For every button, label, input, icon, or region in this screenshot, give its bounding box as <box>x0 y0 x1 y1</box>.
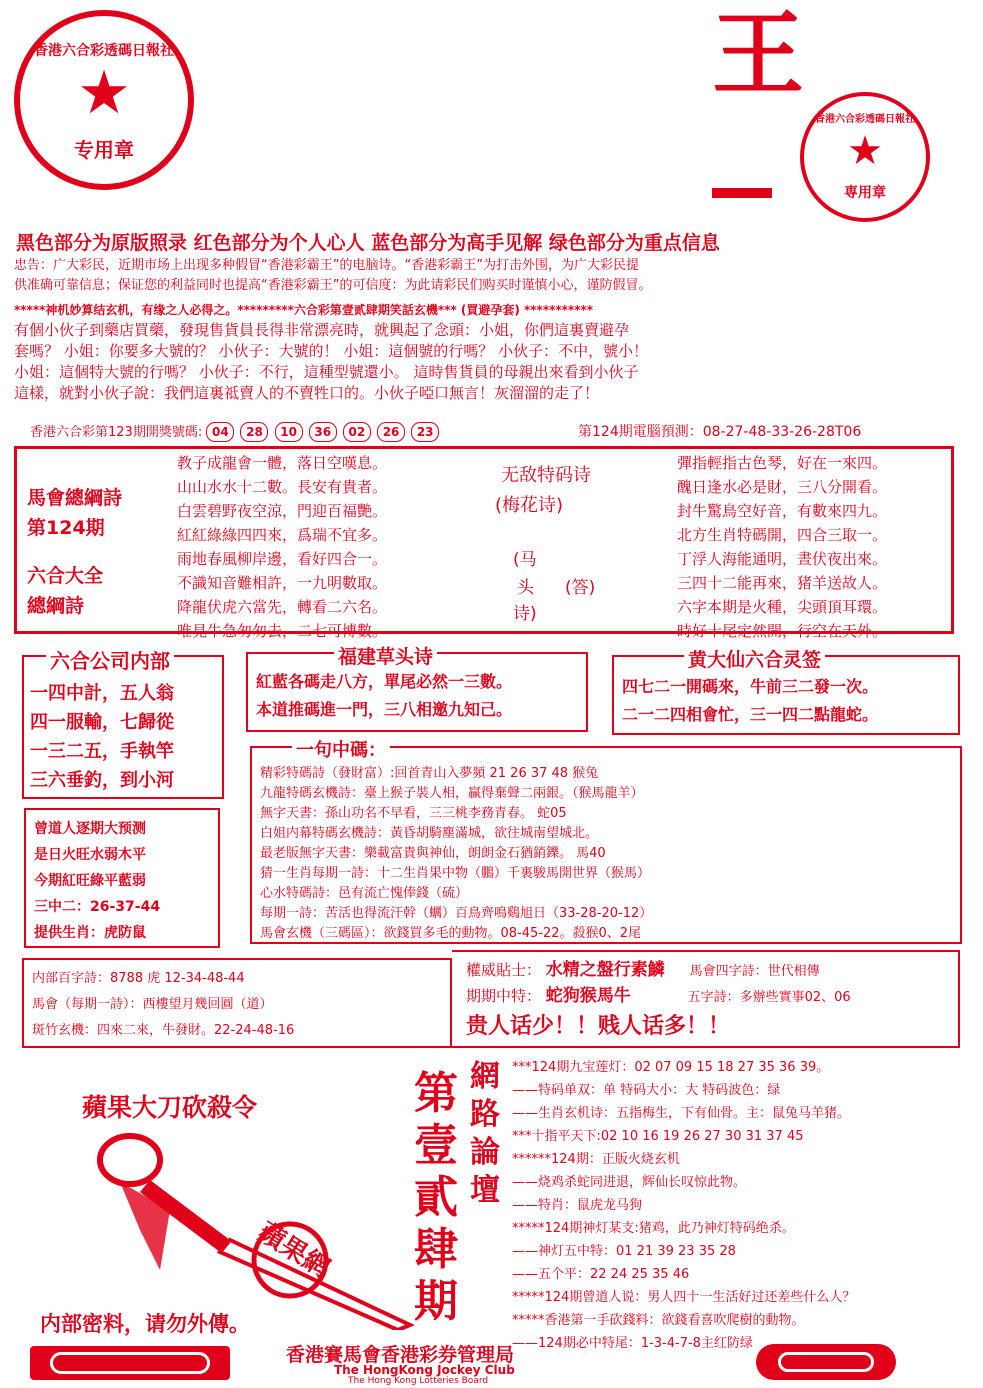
poem-mid-title: 无敌特码诗 <box>501 465 591 486</box>
poem-mid-answer: (答) <box>565 578 596 598</box>
poem-line: 降龍伏虎六當先，轉看二六名。 <box>177 598 388 616</box>
poem-mid-sub: (梅花诗) <box>495 495 564 516</box>
title-fragment: 王 <box>712 1 805 108</box>
authority-row-1 <box>466 958 820 984</box>
poem-left-title: 第124期 <box>27 517 105 539</box>
poem-line: 北方生肖特碼開，四合三取一。 <box>677 526 888 544</box>
yiju-box <box>250 740 962 944</box>
inner-lines <box>32 966 294 1044</box>
joke-line: 套嗎？ 小姐：你要多大號的？ 小伙子：大號的！ 小姐：這個號的行嗎？ 小伙子：不中，號小！ <box>14 342 649 360</box>
stamp-right-ring: 香港六合彩透碼日報社 <box>815 114 915 125</box>
yiju-line: 每期一詩：苦活也得流汗幹（蠣）百鳥齊鳴鷄旭日（33-28-20-12） <box>260 906 653 921</box>
company-line: 四一服輸，七歸從 <box>30 712 174 733</box>
joke-line: 有個小伙子到藥店買藥，發現售貨員長得非常漂亮時，就興起了念頭：小姐，你們這裏賣避孕 <box>14 321 630 339</box>
draw-ball: 28 <box>240 422 268 442</box>
fujian-lines <box>256 668 512 724</box>
company-line: 一四中計，五人翁 <box>30 683 174 704</box>
fujian-line: 紅藍各碼走八方，單尾必然一三數。 <box>256 672 513 691</box>
company-title: 六合公司内部 <box>46 645 174 674</box>
forum-line: ——神灯五中特：01 21 39 23 35 28 <box>512 1244 736 1259</box>
authority-side: 五字詩：多辦些實事02、06 <box>687 990 851 1005</box>
forum-line: ——五个平：22 24 25 35 46 <box>512 1267 690 1282</box>
daoren-line: 提供生肖：虎防鼠 <box>34 925 146 941</box>
footer-left-emblem <box>30 1346 230 1380</box>
fujian-box <box>246 646 588 732</box>
poem-line: 六字本期是火種，尖頭頂耳環。 <box>677 598 888 616</box>
star-icon: ★ <box>847 128 883 174</box>
draw-forecast: 第124期電腦預測：08-27-48-33-26-28T06 <box>578 424 862 440</box>
poem-line: 時好十尾定然開，行空在天外。 <box>677 622 888 640</box>
daoren-line: 三中二：26-37-44 <box>34 899 161 915</box>
forum-line: *****124期神灯某支:猪鸡，此乃神灯特码绝杀。 <box>512 1221 795 1236</box>
joke-section <box>14 300 648 404</box>
notice <box>14 256 651 296</box>
footer-org-en: The Hong Kong Lotteries Board <box>348 1376 489 1386</box>
stamp-right-center: 専用章 <box>844 185 886 201</box>
poem-line: 教子成龍會一體，落日空嘆息。 <box>177 454 388 472</box>
draw-ball: 23 <box>411 422 439 442</box>
yiju-line: 猜一生肖每期一詩：十二生肖果中物（鵬）千裏駿馬開世界（猴馬） <box>260 866 651 881</box>
authority-row-2 <box>466 984 851 1010</box>
poem-line: 三四十二能再來，猪羊送故人。 <box>677 574 888 592</box>
draw-row <box>30 422 441 443</box>
yiju-line: 精彩特碼詩（發財富）:回首青山入夢頻 21 26 37 48 猴兔 <box>260 766 599 781</box>
stamp-left-ring: 香港六合彩透碼日報社 <box>34 43 174 59</box>
forum-line: ——烧鸡杀蛇同进退，辉仙长叹惊此物。 <box>512 1175 747 1190</box>
poem-line: 醜日逢水必是財，三八分開看。 <box>677 478 888 496</box>
forum-vertical-title: 網路論壇 <box>470 1059 500 1208</box>
daoren-lines <box>34 816 160 946</box>
poem-line: 封牛驚鳥空好音，有數來四九。 <box>677 502 888 520</box>
authority-label: 權威貼士： <box>466 961 542 979</box>
apple-blade-text: 蘋果網 <box>252 1217 335 1285</box>
inner-line: 内部百字詩：8788 虎 12-34-48-44 <box>32 971 245 986</box>
apple-secret: 内部密料，请勿外傳。 <box>40 1312 250 1336</box>
poem-mid-answer: 头 <box>517 578 534 598</box>
draw-label: 香港六合彩第123期開獎號碼: <box>30 425 203 440</box>
wong-box <box>612 649 960 735</box>
footer-org-cn: 香港賽馬會香港彩券管理局 <box>286 1344 515 1366</box>
title-bar-decoration <box>712 188 772 198</box>
notice-line: 忠告：广大彩民，近期市场上出现多种假冒“香港彩霸王”的电脑诗。“香港彩霸王”为打击外围，为广大彩民提 <box>14 258 639 273</box>
wong-lines <box>622 673 878 729</box>
poem-left-title: 六合大全 <box>27 565 104 587</box>
yiju-line: 馬會玄機（三碼區）：欲錢買多毛的動物。08-45-22。殺猴0、2尾 <box>260 926 642 941</box>
inner-box <box>22 958 452 1048</box>
yiju-line: 無字天書：孫山功名不早看，三三桃李務青春。 蛇05 <box>260 806 567 821</box>
sword-illustration <box>80 1120 440 1330</box>
daoren-line: 今期紅旺綠平藍弱 <box>34 873 146 889</box>
draw-ball: 04 <box>206 422 234 442</box>
draw-ball: 36 <box>309 422 337 442</box>
star-icon: ★ <box>77 58 131 128</box>
forum-line: *****124期曾道人说：男人四十一生活好过还差些什么人？ <box>512 1290 856 1305</box>
stamp-left <box>14 10 194 190</box>
wong-line: 四七二一開碼來，牛前三二發一次。 <box>622 677 879 696</box>
authority-label: 期期中特： <box>466 987 542 1005</box>
poem-line: 丁浮人海能通明，晝伏夜出來。 <box>677 550 888 568</box>
poem-left-title: 總綱詩 <box>27 595 85 617</box>
forum-lines <box>512 1056 855 1355</box>
authority-side: 馬會四字詩：世代相傳 <box>689 964 820 979</box>
daoren-box <box>24 808 220 948</box>
stamp-left-center: 专用章 <box>74 138 134 162</box>
forum-line: *****香港第一手砍錢料：欲錢看喜吹爬樹的動物。 <box>512 1313 805 1328</box>
joke-line: 小姐：這個特大號的行嗎？ 小伙子：不行，這種型號還小。 這時售貨員的母親出來看到小伙子 <box>14 363 639 381</box>
poem-line: 彈指輕指古色琴，好在一來四。 <box>677 454 888 472</box>
forum-line: ******124期：正版火烧玄机 <box>512 1152 680 1167</box>
forum-line: ——生肖玄机诗：五指梅生，下有仙骨。主：鼠兔马羊猪。 <box>512 1106 851 1121</box>
yiju-title: 一句中碼： <box>292 736 390 762</box>
cloud-pattern-icon <box>778 1352 874 1372</box>
yiju-line: 九龍特碼玄機詩：臺上猴子裝人相，贏得棄聲二兩銀。（猴馬龍羊） <box>260 786 644 801</box>
poem-line: 白雲碧野夜空涼，門迎百福艷。 <box>177 502 388 520</box>
yiju-lines <box>260 764 652 944</box>
draw-ball: 02 <box>343 422 371 442</box>
fujian-line: 本道推碼進一門，三八相邀九知己。 <box>256 700 513 719</box>
daoren-line: 是日火旺水弱木平 <box>34 847 146 863</box>
forum-vertical-title: 第壹貳肆期 <box>414 1068 458 1327</box>
poem-mid-answer: 诗) <box>513 604 537 624</box>
poem-left-title: 馬會總綱詩 <box>27 487 123 509</box>
cloud-pattern-icon <box>50 1352 210 1374</box>
apple-title: 蘋果大刀砍殺令 <box>82 1093 258 1122</box>
daoren-title: 曾道人逐期大预测 <box>34 821 146 837</box>
joke-title: *****神机妙算结玄机，有缘之人必得之。*********六合彩第壹贰肆期笑話玄機*** (買避孕套) *********** <box>14 303 594 317</box>
authority-box <box>452 950 960 1048</box>
company-lines <box>30 679 174 795</box>
joke-line: 這樣，就對小伙子說：我們這裏祗賣人的不賣牲口的。小伙子啞口無言！灰溜溜的走了！ <box>14 384 600 402</box>
forum-line: ——124期必中特尾：1-3-4-7-8主红防绿 <box>512 1336 753 1351</box>
authority-value: 水精之盤行素鱗 <box>545 960 665 980</box>
forum-line: ***124期九宝莲灯：02 07 09 15 18 27 35 36 39。 <box>512 1060 830 1075</box>
poem-line: 山山水水十二數。長安有貴者。 <box>177 478 388 496</box>
poem-line: 不識知音難相許，一九明數取。 <box>177 574 388 592</box>
fujian-title: 福建草头诗 <box>334 642 437 669</box>
poem-mid-answer: (马 <box>513 550 537 570</box>
inner-line: 馬會（每期一詩）：西樓望月幾回圓（道） <box>32 997 273 1012</box>
company-box <box>22 649 224 799</box>
yiju-line: 白姐内幕特碼玄機詩：黃昏胡騎塵滿城，欲往城南望城北。 <box>260 826 599 841</box>
yiju-line: 心水特碼詩：邑有流亡愧俸錢（硫） <box>260 886 469 901</box>
draw-ball: 10 <box>275 422 303 442</box>
footer-right-emblem <box>756 1344 896 1380</box>
company-line: 三六垂釣，到小河 <box>30 770 174 791</box>
company-line: 一三二五，手執竿 <box>30 741 174 762</box>
forum-line: ***十指平天下:02 10 16 19 26 27 30 31 37 45 <box>512 1129 804 1144</box>
forum-line: ——特码单双：单 特码大小：大 特码波色：绿 <box>512 1083 781 1098</box>
poem-column-b <box>677 451 887 643</box>
authority-value: 蛇狗猴馬牛 <box>545 986 631 1006</box>
authority-slogan: 贵人话少！！贱人话多！！ <box>466 1014 731 1039</box>
stamp-right <box>800 92 930 222</box>
wong-line: 二一二四相會忙，三一四二點龍蛇。 <box>622 705 879 724</box>
yiju-line: 最老版無字天書：樂載富貴與神仙，朗朗金石猶銷鑠。 馬40 <box>260 846 606 861</box>
footer-org-en: The HongKong Jockey Club <box>334 1363 515 1377</box>
poem-column-a <box>177 451 387 643</box>
poem-line: 唯見牛急匆匆去，二七可博數。 <box>177 622 388 640</box>
sword-ring <box>100 1136 160 1184</box>
poem-box <box>14 446 954 640</box>
legend-line: 黑色部分为原版照录 红色部分为个人心人 蓝色部分为高手见解 绿色部分为重点信息 <box>16 232 720 254</box>
forum-line: ——特肖：鼠虎龙马狗 <box>512 1198 643 1213</box>
poem-line: 紅紅綠綠四四來，爲瑞不宜多。 <box>177 526 388 544</box>
poem-line: 雨地春風柳岸邊，看好四合一。 <box>177 550 388 568</box>
notice-line: 供准确可靠信息；保证您的利益同时也提高“香港彩霸王”的可信度：为此请彩民们购买时谨慎小心，谨防假冒。 <box>14 278 652 293</box>
draw-ball: 26 <box>377 422 405 442</box>
wong-title: 黄大仙六合灵签 <box>684 645 825 672</box>
inner-line: 斑竹玄機：四來二來，牛發財。22-24-48-16 <box>32 1023 295 1038</box>
